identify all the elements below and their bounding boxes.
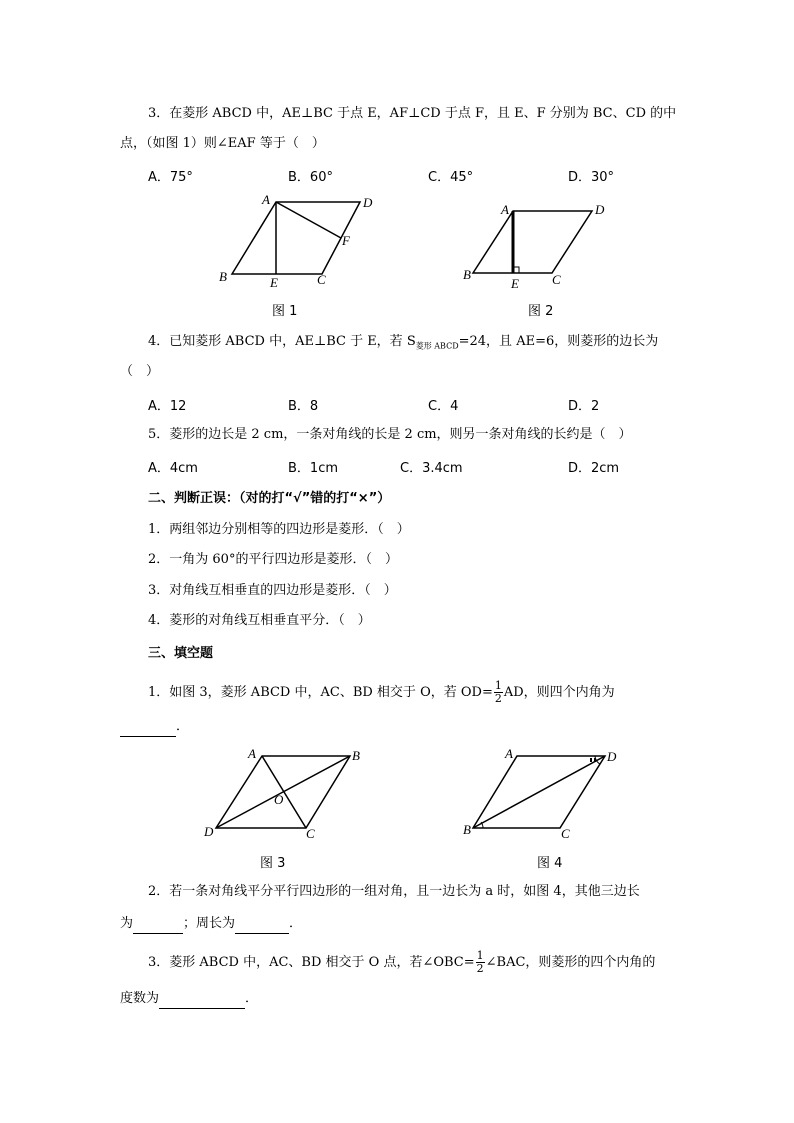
q5-option-c: C．3.4cm: [400, 461, 463, 476]
fig3-caption: 图 3: [260, 856, 286, 871]
s3-q1-line1: [148, 680, 615, 705]
fig1-label-a: A: [262, 192, 270, 207]
fig1-label-c: C: [317, 272, 326, 287]
q5-option-b: B．1cm: [288, 461, 339, 476]
figure-2: [455, 195, 625, 295]
s3-q3-text-c: 度数为: [120, 991, 160, 1006]
figure-4: [455, 742, 625, 842]
section2-item-4: 4．菱形的对角线互相垂直平分．（ ）: [148, 613, 371, 628]
fig4-label-b: B: [463, 822, 471, 837]
s3-q2-line2: [120, 915, 302, 934]
section3-title: 三、填空题: [148, 646, 214, 661]
fig1-caption: 图 1: [272, 304, 298, 319]
fig3-label-c: C: [306, 826, 315, 841]
q4-option-c: C．4: [428, 399, 459, 414]
q3-option-b: B．60°: [288, 170, 333, 185]
s3-q2-text-b: ；周长为: [183, 916, 236, 931]
s3-q2-blank-1[interactable]: [133, 915, 183, 934]
s3-q3-frac-num: 1: [476, 949, 484, 962]
q4-line1: [148, 333, 658, 356]
s3-q2-blank-2[interactable]: [235, 915, 289, 934]
s3-q3-line2: [120, 990, 258, 1009]
fig2-label-a: A: [501, 202, 509, 217]
q4-subscript: 菱形 ABCD: [415, 341, 459, 351]
s3-q1-fraction: [494, 680, 503, 705]
fig2-label-d: D: [595, 202, 605, 217]
s3-q2-text-a: 为: [120, 916, 134, 931]
fig3-label-b: B: [352, 748, 360, 763]
s3-q1-frac-num: 1: [494, 679, 502, 692]
q4-text-b: =24，且 AE=6，则菱形的边长为: [458, 334, 659, 349]
q4-line2: （ ）: [120, 364, 160, 379]
s3-q1-text-a: 1．如图 3，菱形 ABCD 中，AC、BD 相交于 O，若 OD=: [148, 685, 493, 700]
q5-line1: 5．菱形的边长是 2 cm，一条对角线的长是 2 cm，则另一条对角线的长约是（ ）: [148, 427, 632, 442]
fig4-label-c: C: [561, 826, 570, 841]
fig1-label-e: E: [270, 275, 278, 290]
s3-q2-line1: 2．若一条对角线平分平行四边形的一组对角，且一边长为 a 时，如图 4，其他三边长: [148, 884, 640, 899]
s3-q1-text-b: AD，则四个内角为: [503, 685, 615, 700]
s3-q3-line1: [148, 950, 655, 975]
fig3-label-a: A: [248, 746, 256, 761]
fig1-label-d: D: [363, 195, 373, 210]
q3-option-d: D．30°: [568, 170, 615, 185]
s3-q1-frac-den: 2: [494, 692, 502, 705]
fig3-label-d: D: [204, 824, 214, 839]
fig4-label-d: D: [607, 749, 617, 764]
q4-option-b: B．8: [288, 399, 319, 414]
s3-q1-blank[interactable]: [120, 718, 176, 737]
figure-3: [200, 742, 370, 842]
s3-q3-fraction: [476, 950, 485, 975]
fig1-label-b: B: [219, 269, 227, 284]
section2-item-2: 2．一角为 60°的平行四边形是菱形．（ ）: [148, 552, 398, 567]
fig4-label-a: A: [505, 746, 513, 761]
s3-q1-tail: ．: [176, 719, 190, 734]
s3-q1-line2: [120, 718, 189, 737]
s3-q3-text-a: 3．菱形 ABCD 中，AC、BD 相交于 O 点，若∠OBC=: [148, 955, 475, 970]
s3-q3-frac-den: 2: [476, 962, 484, 975]
fig1-label-f: F: [342, 233, 350, 248]
fig2-label-b: B: [463, 267, 471, 282]
q4-text-a: 4．已知菱形 ABCD 中，AE⊥BC 于 E，若 S: [148, 334, 416, 349]
q3-line1: 3．在菱形 ABCD 中，AE⊥BC 于点 E，AF⊥CD 于点 F，且 E、F 分别为 BC、CD 的中: [148, 106, 677, 121]
q3-option-a: A．75°: [148, 170, 193, 185]
fig2-caption: 图 2: [528, 304, 554, 319]
fig3-label-o: O: [274, 792, 284, 807]
q3-option-c: C．45°: [428, 170, 474, 185]
fig4-caption: 图 4: [537, 856, 563, 871]
section2-item-1: 1．两组邻边分别相等的四边形是菱形．（ ）: [148, 522, 410, 537]
s3-q3-text-b: ∠BAC，则菱形的四个内角的: [485, 955, 656, 970]
section2-item-3: 3．对角线互相垂直的四边形是菱形．（ ）: [148, 583, 397, 598]
q5-option-a: A．4cm: [148, 461, 198, 476]
fig2-label-c: C: [552, 272, 561, 287]
q3-line2: 点，（如图 1）则∠EAF 等于（ ）: [120, 136, 325, 151]
fig2-label-e: E: [511, 276, 519, 291]
q5-option-d: D．2cm: [568, 461, 620, 476]
s3-q2-text-c: ．: [289, 916, 303, 931]
s3-q3-blank[interactable]: [159, 990, 245, 1009]
figure-1: [210, 190, 380, 290]
section2-title: 二、判断正误：（对的打“√”错的打“×”）: [148, 491, 391, 506]
q4-option-a: A．12: [148, 399, 187, 414]
q4-option-d: D．2: [568, 399, 600, 414]
s3-q3-tail: ．: [245, 991, 259, 1006]
